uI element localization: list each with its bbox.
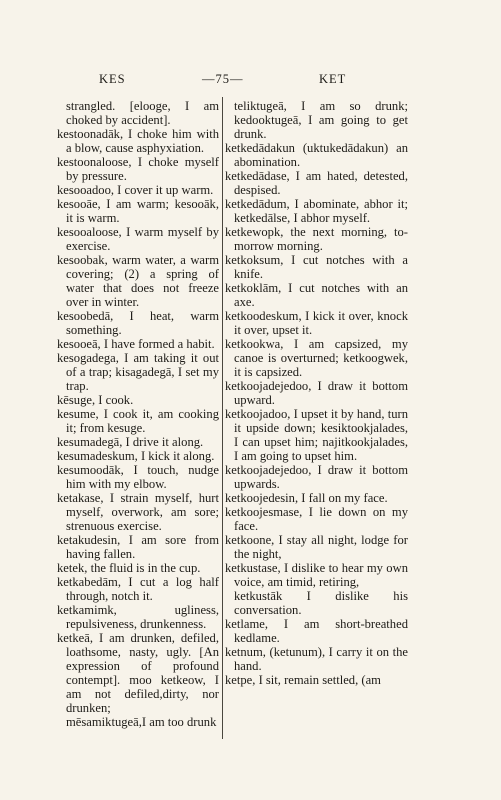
dictionary-entry: ketkoojadejedoo, I draw it bottom upward. bbox=[225, 379, 408, 407]
dictionary-entry: kēsuge, I cook. bbox=[57, 393, 134, 407]
dictionary-entry: ketkoojesmase, I lie down on my face. bbox=[225, 505, 408, 533]
dictionary-entry: kesume, I cook it, am cooking it; from kesuge. bbox=[57, 407, 219, 435]
dictionary-entry: ketkedādum, I abominate, abhor it; ketkedālse, I abhor myself. bbox=[225, 197, 408, 225]
dictionary-entry: kesooaloose, I warm myself by exercise. bbox=[57, 225, 219, 253]
dictionary-entry: kestoonadāk, I choke him with a blow, cause asphyxiation. bbox=[57, 127, 219, 155]
right-column bbox=[225, 99, 408, 687]
dictionary-entry: ketkoodeskum, I kick it over, knock it over, upset it. bbox=[225, 309, 408, 337]
dictionary-entry: ketkabedām, I cut a log half through, notch it. bbox=[57, 575, 219, 603]
column-divider bbox=[222, 97, 223, 739]
dictionary-entry: kestoonaloose, I choke myself by pressure. bbox=[57, 155, 219, 183]
left-column bbox=[57, 99, 219, 729]
dictionary-entry: ketkoklām, I cut notches with an axe. bbox=[225, 281, 408, 309]
dictionary-entry: ketkoone, I stay all night, lodge for the night, bbox=[225, 533, 408, 561]
page-header bbox=[0, 72, 501, 88]
dictionary-entry: ketkoojedesin, I fall on my face. bbox=[225, 491, 388, 505]
dictionary-entry: kesumadeskum, I kick it along. bbox=[57, 449, 215, 463]
dictionary-entry: ketek, the fluid is in the cup. bbox=[57, 561, 201, 575]
dictionary-entry: kesoobedā, I heat, warm something. bbox=[57, 309, 219, 337]
dictionary-entry: ketakase, I strain myself, hurt myself, overwork, am sore; strenuous exercise. bbox=[57, 491, 219, 533]
dictionary-entry: strangled. [elooge, I am choked by accident]. bbox=[66, 99, 219, 127]
dictionary-entry: ketkedādakun (uktukedādakun) an abomination. bbox=[225, 141, 408, 169]
page-number: —75— bbox=[202, 72, 244, 86]
dictionary-entry: kesumadegā, I drive it along. bbox=[57, 435, 204, 449]
dictionary-entry: kesogadega, I am taking it out of a trap; kisagadegā, I set my trap. bbox=[57, 351, 219, 393]
dictionary-entry: ketkoojadoo, I upset it by hand, turn it upside down; kesiktookjalades, I can upset him; najitkookjalades, I am going to upset him. bbox=[225, 407, 408, 463]
dictionary-entry: kesooadoo, I cover it up warm. bbox=[57, 183, 214, 197]
dictionary-entry: ketkoojadejedoo, I draw it bottom upwards. bbox=[225, 463, 408, 491]
dictionary-entry: ketkustāk I dislike his conversation. bbox=[234, 589, 408, 617]
dictionary-entry: ketnum, (ketunum), I carry it on the hand. bbox=[225, 645, 408, 673]
dictionary-entry: mēsamiktugeā,I am too drunk bbox=[66, 715, 217, 729]
header-left-guideword: KES bbox=[99, 72, 126, 86]
dictionary-entry: ketkewopk, the next morning, to-morrow morning. bbox=[225, 225, 408, 253]
dictionary-entry: ketlame, I am short-breathed kedlame. bbox=[225, 617, 408, 645]
dictionary-entry: teliktugeā, I am so drunk; kedooktugeā, I am going to get drunk. bbox=[234, 99, 408, 141]
header-right-guideword: KET bbox=[319, 72, 347, 86]
dictionary-entry: kesooeā, I have formed a habit. bbox=[57, 337, 215, 351]
dictionary-entry: kesoobak, warm water, a warm covering; (2) a spring of water that does not freeze over in winter. bbox=[57, 253, 219, 309]
dictionary-entry: kesooāe, I am warm; kesooāk, it is warm. bbox=[57, 197, 219, 225]
dictionary-entry: ketkamimk, ugliness, repulsiveness, drunkenness. bbox=[57, 603, 219, 631]
dictionary-entry: ketkustase, I dislike to hear my own voice, am timid, retiring, bbox=[225, 561, 408, 589]
dictionary-entry: ketkedādase, I am hated, detested, despised. bbox=[225, 169, 408, 197]
dictionary-entry: ketkoksum, I cut notches with a knife. bbox=[225, 253, 408, 281]
dictionary-entry: ketkookwa, I am capsized, my canoe is overturned; ketkoogwek, it is capsized. bbox=[225, 337, 408, 379]
dictionary-entry: ketpe, I sit, remain settled, (am bbox=[225, 673, 381, 687]
dictionary-entry: ketakudesin, I am sore from having fallen. bbox=[57, 533, 219, 561]
dictionary-entry: ketkeā, I am drunken, defiled, loathsome, nasty, ugly. [An expression of profound contempt]. moo ketkeow, I am not defiled,dirty, nor drunken; bbox=[57, 631, 219, 715]
dictionary-entry: kesumoodāk, I touch, nudge him with my elbow. bbox=[57, 463, 219, 491]
